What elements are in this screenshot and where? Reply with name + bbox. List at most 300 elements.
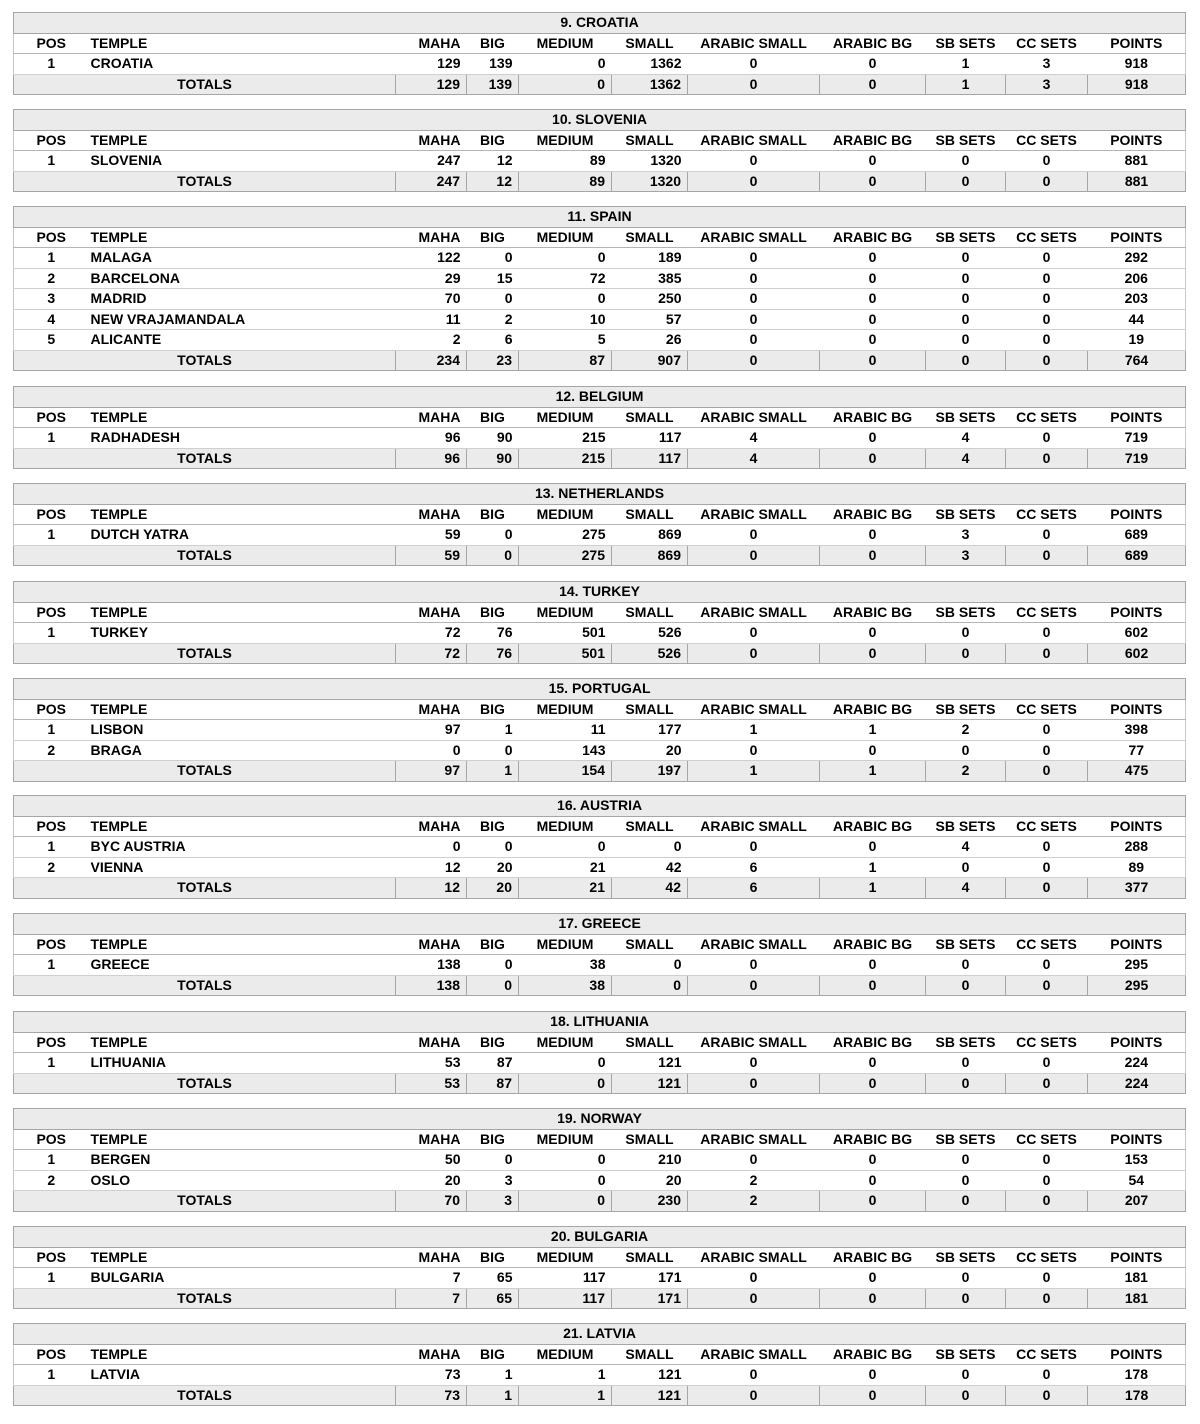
cell-arabic-bg: 0: [820, 1268, 926, 1289]
cell-arabic-bg: 0: [820, 289, 926, 310]
total-big: 139: [467, 74, 519, 95]
column-header-medium: MEDIUM: [519, 1129, 612, 1150]
column-header-maha: MAHA: [396, 227, 467, 248]
total-points: 295: [1088, 975, 1186, 996]
total-maha: 59: [396, 545, 467, 566]
column-header-cc-sets: CC SETS: [1006, 1344, 1088, 1365]
cell-arabic-bg: 1: [820, 720, 926, 741]
cell-medium: 215: [519, 428, 612, 449]
cell-small: 26: [612, 330, 688, 351]
cell-pos: 5: [14, 330, 89, 351]
cell-points: 918: [1088, 54, 1186, 75]
cell-arabic-bg: 0: [820, 837, 926, 858]
cell-small: 177: [612, 720, 688, 741]
totals-label: TOTALS: [14, 1385, 396, 1406]
column-header-small: SMALL: [612, 934, 688, 955]
total-arabic-bg: 0: [820, 448, 926, 469]
cell-arabic-small: 0: [688, 1150, 820, 1171]
total-points: 881: [1088, 171, 1186, 192]
total-medium: 89: [519, 171, 612, 192]
cell-points: 77: [1088, 740, 1186, 761]
column-header-temple: TEMPLE: [89, 816, 396, 837]
section-title: 18. LITHUANIA: [14, 1012, 1186, 1033]
total-arabic-small: 0: [688, 1073, 820, 1094]
column-header-row: [14, 130, 1186, 151]
cell-medium: 38: [519, 955, 612, 976]
total-medium: 501: [519, 643, 612, 664]
column-header-small: SMALL: [612, 1032, 688, 1053]
total-big: 90: [467, 448, 519, 469]
total-medium: 38: [519, 975, 612, 996]
cell-sb-sets: 2: [926, 720, 1006, 741]
cell-cc-sets: 0: [1006, 309, 1088, 330]
cell-small: 1362: [612, 54, 688, 75]
cell-temple: RADHADESH: [89, 428, 396, 449]
total-points: 224: [1088, 1073, 1186, 1094]
total-big: 0: [467, 545, 519, 566]
cell-big: 139: [467, 54, 519, 75]
country-table: [13, 913, 1186, 996]
column-header-temple: TEMPLE: [89, 1247, 396, 1268]
total-cc-sets: 0: [1006, 1191, 1088, 1212]
cell-points: 295: [1088, 955, 1186, 976]
total-points: 181: [1088, 1288, 1186, 1309]
cell-big: 65: [467, 1268, 519, 1289]
table-row: [14, 525, 1186, 546]
cell-pos: 1: [14, 248, 89, 269]
total-cc-sets: 0: [1006, 1385, 1088, 1406]
cell-maha: 0: [396, 837, 467, 858]
cell-cc-sets: 0: [1006, 525, 1088, 546]
section-title: 15. PORTUGAL: [14, 679, 1186, 700]
cell-cc-sets: 0: [1006, 857, 1088, 878]
cell-sb-sets: 0: [926, 1150, 1006, 1171]
column-header-arabic-bg: ARABIC BG: [820, 504, 926, 525]
section-title-row: [14, 1324, 1186, 1345]
cell-small: 20: [612, 1170, 688, 1191]
cell-big: 20: [467, 857, 519, 878]
column-header-maha: MAHA: [396, 816, 467, 837]
cell-maha: 2: [396, 330, 467, 351]
cell-sb-sets: 0: [926, 289, 1006, 310]
cell-small: 210: [612, 1150, 688, 1171]
column-header-arabic-small: ARABIC SMALL: [688, 1129, 820, 1150]
column-header-big: BIG: [467, 504, 519, 525]
cell-pos: 1: [14, 837, 89, 858]
column-header-sb-sets: SB SETS: [926, 33, 1006, 54]
cell-big: 2: [467, 309, 519, 330]
section-title-row: [14, 1012, 1186, 1033]
total-arabic-bg: 0: [820, 643, 926, 664]
total-small: 907: [612, 350, 688, 371]
column-header-points: POINTS: [1088, 699, 1186, 720]
total-small: 526: [612, 643, 688, 664]
cell-maha: 72: [396, 623, 467, 644]
column-header-row: [14, 1129, 1186, 1150]
table-row: [14, 740, 1186, 761]
totals-row: [14, 1073, 1186, 1094]
cell-arabic-bg: 0: [820, 248, 926, 269]
totals-row: [14, 643, 1186, 664]
column-header-sb-sets: SB SETS: [926, 602, 1006, 623]
total-arabic-bg: 0: [820, 545, 926, 566]
cell-big: 6: [467, 330, 519, 351]
table-row: [14, 837, 1186, 858]
cell-big: 90: [467, 428, 519, 449]
cell-big: 0: [467, 248, 519, 269]
column-header-sb-sets: SB SETS: [926, 816, 1006, 837]
country-table: [13, 1226, 1186, 1309]
cell-medium: 0: [519, 1170, 612, 1191]
total-points: 207: [1088, 1191, 1186, 1212]
cell-points: 178: [1088, 1365, 1186, 1386]
total-cc-sets: 0: [1006, 448, 1088, 469]
cell-arabic-small: 0: [688, 837, 820, 858]
column-header-small: SMALL: [612, 1247, 688, 1268]
total-arabic-bg: 0: [820, 171, 926, 192]
section-title: 11. SPAIN: [14, 207, 1186, 228]
total-points: 377: [1088, 878, 1186, 899]
column-header-row: [14, 227, 1186, 248]
cell-cc-sets: 0: [1006, 1170, 1088, 1191]
totals-row: [14, 448, 1186, 469]
cell-medium: 1: [519, 1365, 612, 1386]
column-header-points: POINTS: [1088, 227, 1186, 248]
column-header-arabic-bg: ARABIC BG: [820, 1129, 926, 1150]
column-header-temple: TEMPLE: [89, 407, 396, 428]
cell-maha: 247: [396, 151, 467, 172]
cell-points: 288: [1088, 837, 1186, 858]
column-header-medium: MEDIUM: [519, 1247, 612, 1268]
total-maha: 138: [396, 975, 467, 996]
cell-temple: GREECE: [89, 955, 396, 976]
total-medium: 0: [519, 1191, 612, 1212]
totals-label: TOTALS: [14, 1288, 396, 1309]
column-header-row: [14, 816, 1186, 837]
column-header-big: BIG: [467, 227, 519, 248]
column-header-medium: MEDIUM: [519, 33, 612, 54]
cell-medium: 117: [519, 1268, 612, 1289]
cell-medium: 5: [519, 330, 612, 351]
cell-pos: 1: [14, 151, 89, 172]
cell-medium: 0: [519, 54, 612, 75]
column-header-points: POINTS: [1088, 816, 1186, 837]
column-header-arabic-bg: ARABIC BG: [820, 1247, 926, 1268]
totals-label: TOTALS: [14, 448, 396, 469]
column-header-row: [14, 602, 1186, 623]
total-arabic-bg: 1: [820, 878, 926, 899]
column-header-big: BIG: [467, 407, 519, 428]
column-header-pos: POS: [14, 1247, 89, 1268]
cell-arabic-small: 1: [688, 720, 820, 741]
total-points: 764: [1088, 350, 1186, 371]
total-cc-sets: 0: [1006, 878, 1088, 899]
total-small: 121: [612, 1073, 688, 1094]
cell-points: 689: [1088, 525, 1186, 546]
column-header-small: SMALL: [612, 1344, 688, 1365]
total-big: 1: [467, 761, 519, 782]
cell-arabic-small: 0: [688, 740, 820, 761]
cell-arabic-small: 2: [688, 1170, 820, 1191]
cell-cc-sets: 0: [1006, 740, 1088, 761]
cell-cc-sets: 0: [1006, 837, 1088, 858]
section-title: 9. CROATIA: [14, 13, 1186, 34]
cell-small: 0: [612, 955, 688, 976]
column-header-arabic-bg: ARABIC BG: [820, 130, 926, 151]
total-maha: 247: [396, 171, 467, 192]
total-cc-sets: 0: [1006, 350, 1088, 371]
cell-big: 0: [467, 837, 519, 858]
cell-arabic-bg: 0: [820, 268, 926, 289]
cell-pos: 1: [14, 54, 89, 75]
column-header-maha: MAHA: [396, 602, 467, 623]
cell-pos: 1: [14, 525, 89, 546]
section-title: 16. AUSTRIA: [14, 796, 1186, 817]
totals-label: TOTALS: [14, 1073, 396, 1094]
cell-sb-sets: 0: [926, 1365, 1006, 1386]
column-header-temple: TEMPLE: [89, 1032, 396, 1053]
column-header-big: BIG: [467, 602, 519, 623]
cell-temple: MADRID: [89, 289, 396, 310]
column-header-sb-sets: SB SETS: [926, 1344, 1006, 1365]
total-sb-sets: 0: [926, 975, 1006, 996]
column-header-arabic-small: ARABIC SMALL: [688, 130, 820, 151]
cell-big: 0: [467, 740, 519, 761]
column-header-arabic-bg: ARABIC BG: [820, 227, 926, 248]
cell-big: 0: [467, 955, 519, 976]
total-sb-sets: 3: [926, 545, 1006, 566]
total-cc-sets: 0: [1006, 761, 1088, 782]
column-header-medium: MEDIUM: [519, 227, 612, 248]
country-table: [13, 1011, 1186, 1094]
cell-pos: 1: [14, 955, 89, 976]
column-header-maha: MAHA: [396, 504, 467, 525]
column-header-cc-sets: CC SETS: [1006, 33, 1088, 54]
cell-maha: 0: [396, 740, 467, 761]
column-header-points: POINTS: [1088, 33, 1186, 54]
cell-sb-sets: 0: [926, 1170, 1006, 1191]
total-points: 178: [1088, 1385, 1186, 1406]
cell-big: 0: [467, 1150, 519, 1171]
total-cc-sets: 3: [1006, 74, 1088, 95]
total-arabic-small: 0: [688, 350, 820, 371]
total-maha: 129: [396, 74, 467, 95]
cell-sb-sets: 0: [926, 248, 1006, 269]
totals-label: TOTALS: [14, 878, 396, 899]
total-sb-sets: 0: [926, 1385, 1006, 1406]
cell-big: 87: [467, 1053, 519, 1074]
column-header-cc-sets: CC SETS: [1006, 407, 1088, 428]
cell-arabic-small: 0: [688, 1053, 820, 1074]
cell-medium: 72: [519, 268, 612, 289]
column-header-pos: POS: [14, 934, 89, 955]
cell-maha: 59: [396, 525, 467, 546]
country-table: [13, 1108, 1186, 1212]
table-row: [14, 1053, 1186, 1074]
column-header-big: BIG: [467, 1129, 519, 1150]
cell-points: 181: [1088, 1268, 1186, 1289]
cell-sb-sets: 0: [926, 955, 1006, 976]
cell-arabic-small: 0: [688, 248, 820, 269]
column-header-medium: MEDIUM: [519, 504, 612, 525]
cell-maha: 73: [396, 1365, 467, 1386]
cell-arabic-bg: 0: [820, 955, 926, 976]
cell-pos: 2: [14, 268, 89, 289]
cell-maha: 11: [396, 309, 467, 330]
totals-label: TOTALS: [14, 350, 396, 371]
column-header-arabic-small: ARABIC SMALL: [688, 1247, 820, 1268]
cell-medium: 501: [519, 623, 612, 644]
total-cc-sets: 0: [1006, 545, 1088, 566]
column-header-pos: POS: [14, 407, 89, 428]
total-maha: 73: [396, 1385, 467, 1406]
cell-pos: 2: [14, 857, 89, 878]
cell-points: 224: [1088, 1053, 1186, 1074]
total-medium: 0: [519, 1073, 612, 1094]
cell-medium: 143: [519, 740, 612, 761]
cell-medium: 89: [519, 151, 612, 172]
cell-medium: 0: [519, 837, 612, 858]
total-arabic-bg: 0: [820, 1191, 926, 1212]
cell-sb-sets: 1: [926, 54, 1006, 75]
country-table: [13, 386, 1186, 469]
cell-arabic-bg: 0: [820, 428, 926, 449]
cell-small: 117: [612, 428, 688, 449]
country-section: [13, 1011, 1185, 1094]
column-header-small: SMALL: [612, 33, 688, 54]
cell-arabic-small: 0: [688, 525, 820, 546]
cell-maha: 96: [396, 428, 467, 449]
cell-cc-sets: 0: [1006, 1268, 1088, 1289]
total-medium: 215: [519, 448, 612, 469]
totals-row: [14, 878, 1186, 899]
cell-sb-sets: 4: [926, 428, 1006, 449]
cell-arabic-small: 0: [688, 955, 820, 976]
total-arabic-small: 0: [688, 74, 820, 95]
column-header-arabic-small: ARABIC SMALL: [688, 407, 820, 428]
cell-sb-sets: 0: [926, 268, 1006, 289]
total-big: 3: [467, 1191, 519, 1212]
column-header-points: POINTS: [1088, 1129, 1186, 1150]
column-header-pos: POS: [14, 602, 89, 623]
column-header-row: [14, 1344, 1186, 1365]
section-title-row: [14, 1109, 1186, 1130]
cell-sb-sets: 0: [926, 857, 1006, 878]
total-medium: 154: [519, 761, 612, 782]
cell-medium: 11: [519, 720, 612, 741]
column-header-maha: MAHA: [396, 33, 467, 54]
column-header-sb-sets: SB SETS: [926, 699, 1006, 720]
cell-arabic-bg: 0: [820, 330, 926, 351]
total-big: 87: [467, 1073, 519, 1094]
column-header-small: SMALL: [612, 699, 688, 720]
cell-arabic-small: 0: [688, 289, 820, 310]
section-title-row: [14, 387, 1186, 408]
cell-temple: CROATIA: [89, 54, 396, 75]
column-header-medium: MEDIUM: [519, 602, 612, 623]
cell-arabic-bg: 0: [820, 623, 926, 644]
section-title-row: [14, 13, 1186, 34]
cell-temple: LISBON: [89, 720, 396, 741]
cell-small: 385: [612, 268, 688, 289]
total-arabic-bg: 0: [820, 1385, 926, 1406]
total-arabic-bg: 0: [820, 1073, 926, 1094]
cell-maha: 138: [396, 955, 467, 976]
column-header-medium: MEDIUM: [519, 1032, 612, 1053]
country-section: [13, 1226, 1185, 1309]
cell-pos: 1: [14, 1150, 89, 1171]
cell-points: 203: [1088, 289, 1186, 310]
cell-cc-sets: 0: [1006, 1150, 1088, 1171]
column-header-cc-sets: CC SETS: [1006, 130, 1088, 151]
column-header-temple: TEMPLE: [89, 602, 396, 623]
cell-arabic-small: 0: [688, 54, 820, 75]
cell-arabic-bg: 0: [820, 151, 926, 172]
total-big: 23: [467, 350, 519, 371]
total-arabic-bg: 0: [820, 1288, 926, 1309]
section-title: 12. BELGIUM: [14, 387, 1186, 408]
column-header-arabic-small: ARABIC SMALL: [688, 1344, 820, 1365]
column-header-sb-sets: SB SETS: [926, 407, 1006, 428]
total-arabic-small: 1: [688, 761, 820, 782]
total-arabic-bg: 0: [820, 975, 926, 996]
country-table: [13, 678, 1186, 782]
country-table: [13, 109, 1186, 192]
column-header-big: BIG: [467, 816, 519, 837]
column-header-temple: TEMPLE: [89, 227, 396, 248]
column-header-arabic-bg: ARABIC BG: [820, 816, 926, 837]
total-arabic-small: 0: [688, 643, 820, 664]
column-header-arabic-small: ARABIC SMALL: [688, 33, 820, 54]
total-big: 76: [467, 643, 519, 664]
cell-arabic-small: 0: [688, 268, 820, 289]
totals-label: TOTALS: [14, 171, 396, 192]
total-points: 918: [1088, 74, 1186, 95]
country-section: [13, 678, 1185, 782]
cell-big: 0: [467, 289, 519, 310]
section-title: 19. NORWAY: [14, 1109, 1186, 1130]
totals-label: TOTALS: [14, 74, 396, 95]
column-header-maha: MAHA: [396, 1129, 467, 1150]
table-row: [14, 54, 1186, 75]
column-header-cc-sets: CC SETS: [1006, 227, 1088, 248]
cell-small: 869: [612, 525, 688, 546]
column-header-arabic-small: ARABIC SMALL: [688, 227, 820, 248]
cell-pos: 1: [14, 720, 89, 741]
cell-big: 3: [467, 1170, 519, 1191]
cell-medium: 0: [519, 1053, 612, 1074]
cell-small: 250: [612, 289, 688, 310]
column-header-medium: MEDIUM: [519, 407, 612, 428]
cell-cc-sets: 0: [1006, 623, 1088, 644]
country-table: [13, 206, 1186, 371]
cell-sb-sets: 4: [926, 837, 1006, 858]
table-row: [14, 151, 1186, 172]
total-maha: 97: [396, 761, 467, 782]
cell-points: 206: [1088, 268, 1186, 289]
total-sb-sets: 0: [926, 1288, 1006, 1309]
cell-cc-sets: 3: [1006, 54, 1088, 75]
total-medium: 275: [519, 545, 612, 566]
country-section: [13, 12, 1185, 95]
column-header-cc-sets: CC SETS: [1006, 1247, 1088, 1268]
column-header-pos: POS: [14, 33, 89, 54]
cell-sb-sets: 3: [926, 525, 1006, 546]
total-small: 117: [612, 448, 688, 469]
cell-big: 12: [467, 151, 519, 172]
cell-big: 76: [467, 623, 519, 644]
column-header-maha: MAHA: [396, 407, 467, 428]
